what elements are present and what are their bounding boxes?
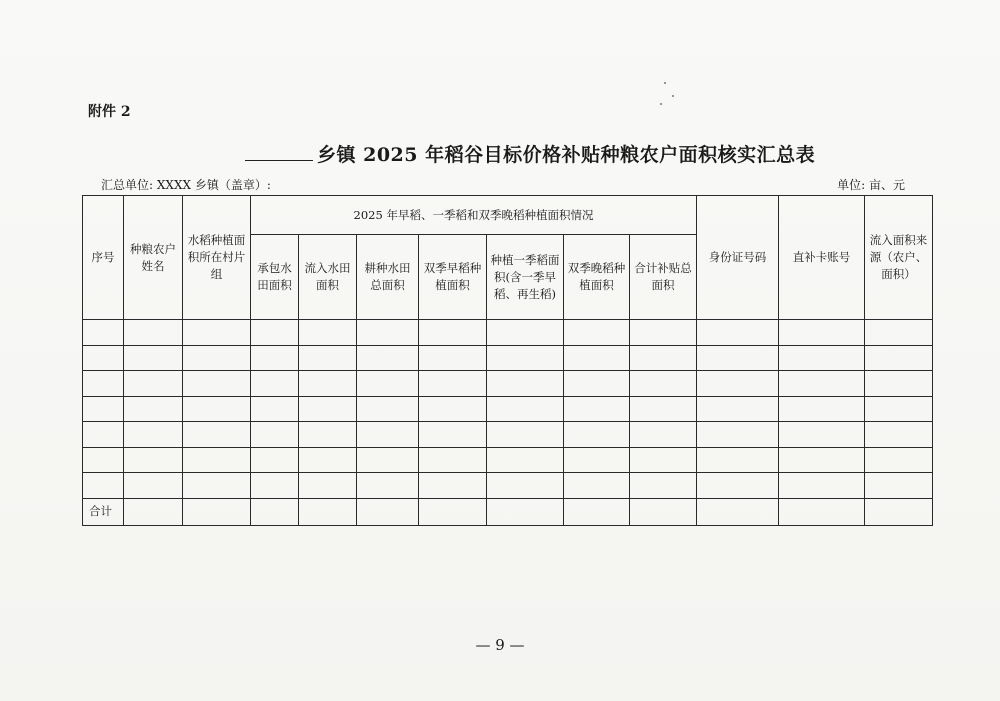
table-cell[interactable] <box>124 345 183 371</box>
total-row <box>83 498 933 525</box>
table-cell[interactable] <box>251 371 299 397</box>
table-cell[interactable] <box>564 498 630 525</box>
table-cell[interactable] <box>357 396 419 422</box>
attachment-label: 附件 2 <box>88 104 131 120</box>
table-cell[interactable] <box>251 345 299 371</box>
table-cell[interactable] <box>630 396 697 422</box>
table-cell[interactable] <box>357 498 419 525</box>
header-planting-group: 2025 年早稻、一季稻和双季晚稻种植面积情况 <box>251 196 697 235</box>
summary-unit-label: 汇总单位: XXXX 乡镇（盖章）: <box>101 178 271 192</box>
table-row <box>83 473 933 499</box>
scan-speck <box>664 82 666 84</box>
table-cell[interactable] <box>779 345 865 371</box>
table-row <box>83 396 933 422</box>
table-cell[interactable] <box>865 345 933 371</box>
table-cell[interactable] <box>779 498 865 525</box>
table-cell[interactable] <box>357 473 419 499</box>
table-cell[interactable] <box>299 473 357 499</box>
table-cell[interactable] <box>183 422 251 448</box>
table-cell[interactable] <box>419 422 487 448</box>
table-cell[interactable] <box>487 447 564 473</box>
title-text: 乡镇 2025 年稻谷目标价格补贴种粮农户面积核实汇总表 <box>317 144 816 166</box>
table-row <box>83 371 933 397</box>
table-cell[interactable] <box>419 396 487 422</box>
table-cell[interactable] <box>697 447 779 473</box>
table-row <box>83 320 933 346</box>
header-single-rice: 种植一季稻面积(含一季早稻、再生稻) <box>487 235 564 320</box>
table-cell[interactable] <box>299 371 357 397</box>
header-id-number: 身份证号码 <box>697 196 779 320</box>
table-cell[interactable] <box>630 473 697 499</box>
table-cell[interactable] <box>630 345 697 371</box>
table-cell[interactable] <box>779 396 865 422</box>
header-subsidy-card: 直补卡账号 <box>779 196 865 320</box>
table-cell[interactable] <box>697 320 779 346</box>
table-cell[interactable] <box>487 396 564 422</box>
table-cell[interactable] <box>83 422 124 448</box>
table-cell[interactable] <box>419 447 487 473</box>
table-cell[interactable] <box>299 447 357 473</box>
table-cell[interactable] <box>183 345 251 371</box>
table-cell[interactable] <box>697 422 779 448</box>
table-cell[interactable] <box>357 422 419 448</box>
table-cell[interactable] <box>865 320 933 346</box>
table-cell[interactable] <box>564 320 630 346</box>
table-cell[interactable] <box>251 396 299 422</box>
table-cell[interactable] <box>487 371 564 397</box>
scan-speck <box>660 103 662 105</box>
table-row <box>83 345 933 371</box>
table-cell[interactable] <box>124 473 183 499</box>
table-cell[interactable] <box>357 371 419 397</box>
table-cell[interactable] <box>779 320 865 346</box>
table-cell[interactable] <box>564 447 630 473</box>
table-cell[interactable] <box>251 447 299 473</box>
header-late-rice: 双季晚稻种植面积 <box>564 235 630 320</box>
table-cell[interactable] <box>564 422 630 448</box>
table-cell[interactable] <box>697 345 779 371</box>
table-cell[interactable] <box>83 320 124 346</box>
table-cell[interactable] <box>419 345 487 371</box>
table-cell[interactable] <box>83 447 124 473</box>
table-cell[interactable] <box>419 371 487 397</box>
table-cell[interactable] <box>564 345 630 371</box>
table-cell[interactable] <box>865 447 933 473</box>
table-cell[interactable] <box>487 473 564 499</box>
table-cell[interactable] <box>124 396 183 422</box>
table-cell[interactable] <box>419 320 487 346</box>
table-cell[interactable] <box>251 473 299 499</box>
header-total-subsidy-area: 合计补贴总面积 <box>630 235 697 320</box>
table-cell[interactable] <box>83 345 124 371</box>
header-early-rice: 双季早稻种植面积 <box>419 235 487 320</box>
table-cell[interactable] <box>865 473 933 499</box>
header-inflow-paddy: 流入水田面积 <box>299 235 357 320</box>
table-cell[interactable] <box>865 396 933 422</box>
table-cell[interactable] <box>630 447 697 473</box>
table-cell[interactable] <box>779 371 865 397</box>
header-seq: 序号 <box>83 196 124 320</box>
table-cell[interactable] <box>299 498 357 525</box>
table-cell[interactable] <box>419 473 487 499</box>
table-cell[interactable] <box>124 371 183 397</box>
table-cell[interactable] <box>564 371 630 397</box>
table-cell[interactable] <box>124 447 183 473</box>
header-total-paddy: 耕种水田总面积 <box>357 235 419 320</box>
total-label: 合计 <box>83 498 124 525</box>
table-cell[interactable] <box>865 371 933 397</box>
table-cell[interactable] <box>564 473 630 499</box>
table-cell[interactable] <box>251 422 299 448</box>
table-cell[interactable] <box>299 345 357 371</box>
table-cell[interactable] <box>83 371 124 397</box>
table-cell[interactable] <box>83 473 124 499</box>
page-title <box>245 140 815 167</box>
table-cell[interactable] <box>183 498 251 525</box>
header-farmer-name: 种粮农户姓名 <box>124 196 183 320</box>
table-cell[interactable] <box>564 396 630 422</box>
table-cell[interactable] <box>299 422 357 448</box>
table-cell[interactable] <box>697 498 779 525</box>
table-cell[interactable] <box>299 396 357 422</box>
table-cell[interactable] <box>630 320 697 346</box>
table-cell[interactable] <box>357 447 419 473</box>
table-cell[interactable] <box>630 422 697 448</box>
page-number: — 9 — <box>475 636 525 654</box>
table-cell[interactable] <box>83 396 124 422</box>
header-inflow-source: 流入面积来源（农户、面积） <box>865 196 933 320</box>
measurement-unit-label: 单位: 亩、元 <box>837 178 905 192</box>
table-cell[interactable] <box>183 473 251 499</box>
table-row <box>83 447 933 473</box>
table-cell[interactable] <box>124 320 183 346</box>
table-cell[interactable] <box>865 498 933 525</box>
table-cell[interactable] <box>779 447 865 473</box>
table-cell[interactable] <box>183 320 251 346</box>
table-cell[interactable] <box>299 320 357 346</box>
table-cell[interactable] <box>419 498 487 525</box>
header-contracted-paddy: 承包水田面积 <box>251 235 299 320</box>
table-cell[interactable] <box>357 345 419 371</box>
table-cell[interactable] <box>779 422 865 448</box>
table-cell[interactable] <box>865 422 933 448</box>
table-cell[interactable] <box>779 473 865 499</box>
table-cell[interactable] <box>697 371 779 397</box>
header-row-1 <box>83 196 933 235</box>
table-cell[interactable] <box>487 498 564 525</box>
table-cell[interactable] <box>357 320 419 346</box>
table-cell[interactable] <box>124 498 183 525</box>
header-village: 水稻种植面积所在村片组 <box>183 196 251 320</box>
table-cell[interactable] <box>487 422 564 448</box>
summary-table <box>82 195 933 526</box>
table-cell[interactable] <box>487 320 564 346</box>
scan-speck <box>672 95 674 97</box>
table-cell[interactable] <box>183 371 251 397</box>
table-cell[interactable] <box>183 396 251 422</box>
table-cell[interactable] <box>124 422 183 448</box>
table-cell[interactable] <box>697 473 779 499</box>
table-row <box>83 422 933 448</box>
table-cell[interactable] <box>630 371 697 397</box>
table-cell[interactable] <box>487 345 564 371</box>
table-cell[interactable] <box>630 498 697 525</box>
table-cell[interactable] <box>697 396 779 422</box>
table-cell[interactable] <box>183 447 251 473</box>
title-blank-line <box>245 144 313 161</box>
table-cell[interactable] <box>251 320 299 346</box>
table-cell[interactable] <box>251 498 299 525</box>
